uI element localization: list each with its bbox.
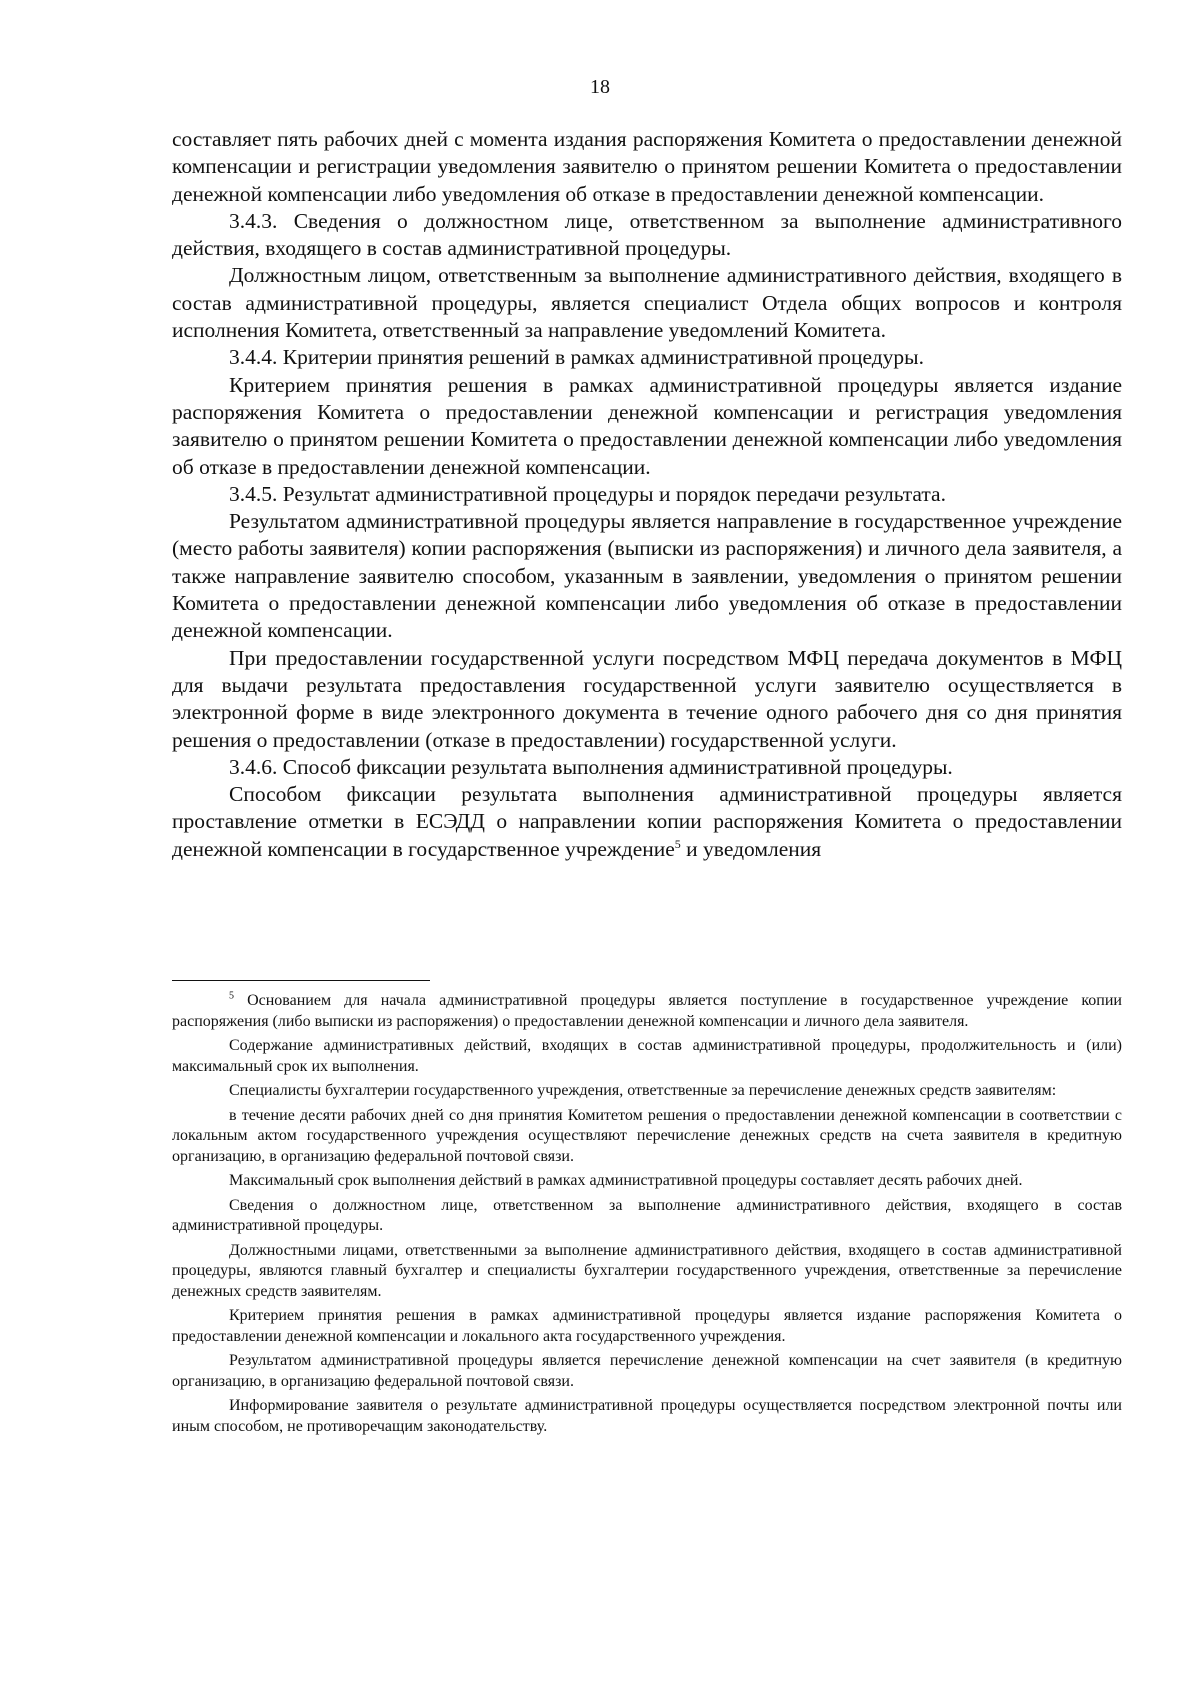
footnote-marker: 5: [229, 990, 234, 1002]
footnote-5-text: Основанием для начала административной процедуры является поступление в государственное учреждение копии распоряжения (либо выписки из распоряжения) о предоставлении денежной компенсации и личного дела заявителя.: [172, 992, 1122, 1030]
paragraph-3-4-3: 3.4.3. Сведения о должностном лице, ответственном за выполнение административного действия, входящего в состав административной процедуры.: [172, 208, 1122, 261]
paragraph-procedure-result: Результатом административной процедуры является направление в государственное учреждение (место работы заявителя) копии распоряжения (выписки из распоряжения) и личного дела заявителя, а также направление заявителю способом, указанным в заявлении, уведомления о принятом решении Комитета о предоставлении денежной компенсации либо уведомления об отказе в предоставлении денежной компенсации.: [172, 509, 1122, 643]
footnote-5: [172, 991, 1122, 1032]
footnote-paragraph-2: Содержание административных действий, входящих в состав административной процедуры, продолжительность и (или) максимальный срок их выполнения.: [172, 1037, 1122, 1075]
paragraph-responsible-person: Должностным лицом, ответственным за выполнение административного действия, входящего в состав административной процедуры, является специалист Отдела общих вопросов и контроля исполнения Комитета, ответственный за направление уведомлений Комитета.: [172, 263, 1122, 343]
paragraph-decision-criterion: Критерием принятия решения в рамках административной процедуры является издание распоряжения Комитета о предоставлении денежной компенсации и регистрация уведомления заявителю о принятом решении Комитета о предоставлении денежной компенсации либо уведомления об отказе в предоставлении денежной компенсации.: [172, 372, 1122, 479]
footnote-paragraph-4: в течение десяти рабочих дней со дня принятия Комитетом решения о предоставлении денежной компенсации в соответствии с локальным актом государственного учреждения осуществляют перечисление денежных средств на счета заявителя в кредитную организацию, в организацию федеральной почтовой связи.: [172, 1106, 1122, 1165]
main-text: [172, 126, 1122, 863]
footnote-paragraph-6: Сведения о должностном лице, ответственном за выполнение административного действия, входящего в состав административной процедуры.: [172, 1196, 1122, 1234]
paragraph-fixation-method: [172, 781, 1122, 863]
fixation-text-before: Способом фиксации результата выполнения административной процедуры является проставление отметки в ЕСЭДД о направлении копии распоряжения Комитета о предоставлении денежной компенсации в государственное учреждение: [172, 782, 1122, 861]
fixation-text-after: и уведомления: [680, 836, 822, 861]
footnote-paragraph-10: Информирование заявителя о результате административной процедуры осуществляется посредством электронной почты или иным способом, не противоречащим законодательству.: [172, 1397, 1122, 1435]
paragraph-3-4-4: 3.4.4. Критерии принятия решений в рамках административной процедуры.: [229, 345, 925, 370]
paragraph-3-4-6: 3.4.6. Способ фиксации результата выполнения административной процедуры.: [229, 754, 953, 779]
footnote-divider: [172, 980, 430, 981]
footnote-paragraph-5: Максимальный срок выполнения действий в рамках административной процедуры составляет десять рабочих дней.: [229, 1172, 1023, 1189]
paragraph-mfc-transfer: При предоставлении государственной услуги посредством МФЦ передача документов в МФЦ для выдачи результата предоставления государственной услуги заявителю осуществляется в электронной форме в виде электронного документа в течение одного рабочего дня со дня принятия решения о предоставлении (отказе в предоставлении) государственной услуги.: [172, 645, 1122, 752]
footnote-paragraph-7: Должностными лицами, ответственными за выполнение административного действия, входящего в состав административной процедуры, являются главный бухгалтер и специалисты бухгалтерии государственного учреждения, ответственные за перечисление денежных средств заявителям.: [172, 1241, 1122, 1300]
paragraph-1: составляет пять рабочих дней с момента издания распоряжения Комитета о предоставлении денежной компенсации и регистрации уведомления заявителю о принятом решении Комитета о предоставлении денежной компенсации либо уведомления об отказе в предоставлении денежной компенсации.: [172, 127, 1122, 206]
footnote-paragraph-9: Результатом административной процедуры является перечисление денежной компенсации на счет заявителя (в кредитную организацию, в организацию федеральной почтовой связи.: [172, 1352, 1122, 1390]
footnote-paragraph-8: Критерием принятия решения в рамках административной процедуры является издание распоряжения Комитета о предоставлении денежной компенсации и локального акта государственного учреждения.: [172, 1307, 1122, 1345]
footnote-reference: 5: [674, 836, 681, 851]
footnotes: [172, 991, 1122, 1441]
footnote-paragraph-3: Специалисты бухгалтерии государственного учреждения, ответственные за перечисление денежных средств заявителям:: [229, 1082, 1057, 1099]
page-number: 18: [590, 76, 610, 98]
paragraph-3-4-5: 3.4.5. Результат административной процедуры и порядок передачи результата.: [229, 481, 946, 506]
